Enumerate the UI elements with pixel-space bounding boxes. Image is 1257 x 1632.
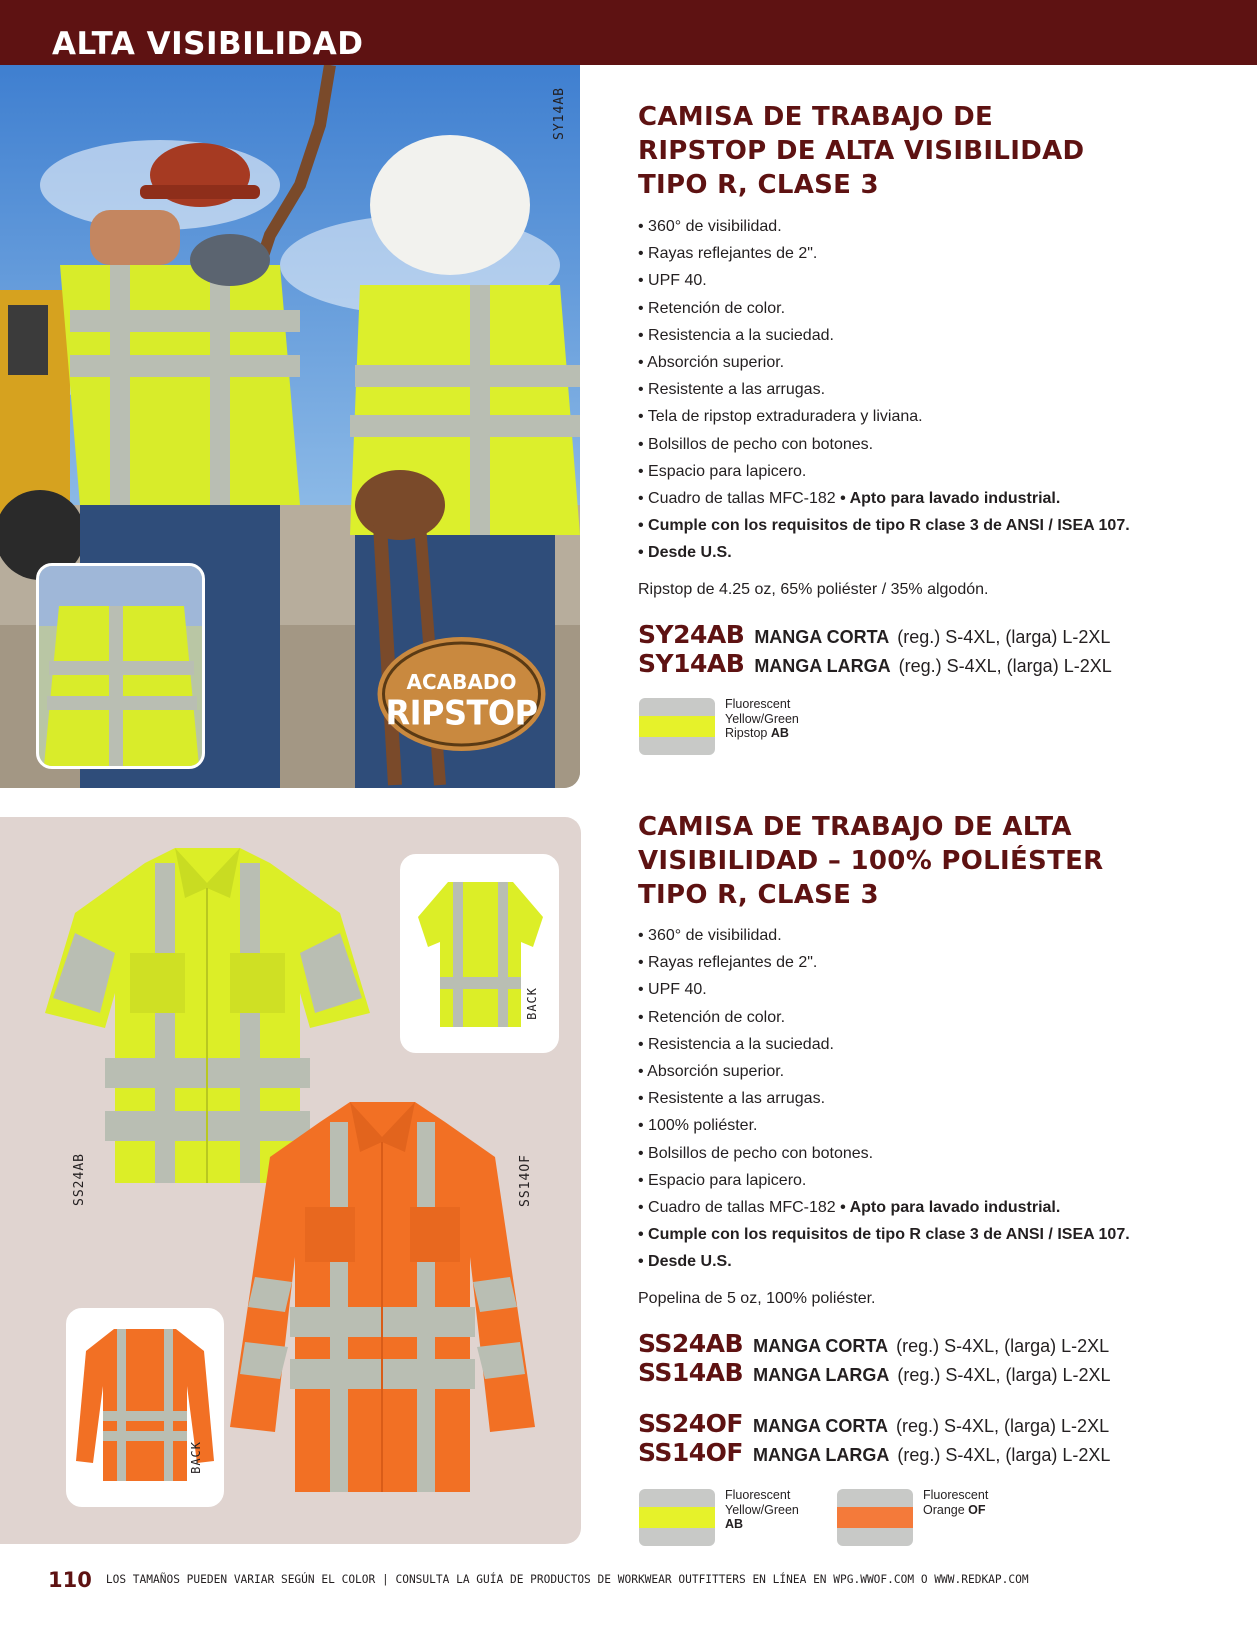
sku-row: SY14AB MANGA LARGA (reg.) S-4XL, (larga) L-2XL xyxy=(638,649,1112,678)
product-2-fabric: Popelina de 5 oz, 100% poliéster. xyxy=(638,1290,876,1307)
photo-sku-label: SY14AB xyxy=(552,87,567,140)
list-item: • Resistente a las arrugas. xyxy=(638,1090,826,1108)
swatch-label: Fluorescent Orange OF xyxy=(923,1488,989,1517)
list-item: • Cumple con los requisitos de tipo R clase 3 de ANSI / ISEA 107. xyxy=(638,1226,1130,1244)
list-item: • Resistencia a la suciedad. xyxy=(638,326,834,344)
back-view-image xyxy=(39,566,202,766)
page-number: 110 xyxy=(48,1568,92,1592)
list-item: • Rayas reflejantes de 2". xyxy=(638,954,818,972)
orange-shirt-sku-label: SS14OF xyxy=(518,1154,533,1207)
swatch-label: Fluorescent Yellow/Green AB xyxy=(725,1488,799,1531)
list-item: • Rayas reflejantes de 2". xyxy=(638,245,818,263)
list-item: • Resistencia a la suciedad. xyxy=(638,1035,834,1053)
orange-long-sleeve-shirt-image xyxy=(230,1097,535,1497)
swatch-band xyxy=(639,1507,715,1528)
product-photo xyxy=(0,65,580,788)
sku-row: SS24AB MANGA CORTA (reg.) S-4XL, (larga) L-2XL xyxy=(638,1329,1110,1358)
page-footer xyxy=(48,1568,1029,1592)
list-item: • 360° de visibilidad. xyxy=(638,927,782,944)
list-item: • Espacio para lapicero. xyxy=(638,462,807,480)
product-2-title: CAMISA DE TRABAJO DE ALTA VISIBILIDAD – 100% POLIÉSTER TIPO R, CLASE 3 xyxy=(638,812,1104,910)
yellow-back-view-image xyxy=(403,857,556,1050)
list-item: • Cumple con los requisitos de tipo R clase 3 de ANSI / ISEA 107. xyxy=(638,517,1130,535)
list-item: • UPF 40. xyxy=(638,272,707,290)
list-item: • Cuadro de tallas MFC-182 • Apto para lavado industrial. xyxy=(638,490,1061,508)
product-1-sku-list xyxy=(638,620,1218,678)
product-2-feature-list xyxy=(638,922,1218,1276)
list-item: • Absorción superior. xyxy=(638,354,785,372)
product-1-title: CAMISA DE TRABAJO DE RIPSTOP DE ALTA VISIBILIDAD TIPO R, CLASE 3 xyxy=(638,102,1085,200)
ripstop-finish-badge xyxy=(374,634,549,754)
list-item: • Resistente a las arrugas. xyxy=(638,381,826,399)
back-label: BACK xyxy=(189,1441,203,1474)
back-label: BACK xyxy=(525,987,539,1020)
product-1-feature-list xyxy=(638,213,1218,567)
product-1-details xyxy=(638,100,1218,202)
product-1-fabric: Ripstop de 4.25 oz, 65% poliéster / 35% algodón. xyxy=(638,581,989,598)
sku-row: SS14AB MANGA LARGA (reg.) S-4XL, (larga) L-2XL xyxy=(638,1358,1111,1387)
orange-back-view-image xyxy=(69,1311,221,1504)
list-item: • Retención de color. xyxy=(638,1008,786,1026)
list-item: • 100% poliéster. xyxy=(638,1117,758,1135)
product-2-sku-list-of xyxy=(638,1409,1218,1467)
color-swatch-yellow xyxy=(639,1489,715,1546)
sku-row: SY24AB MANGA CORTA (reg.) S-4XL, (larga) L-2XL xyxy=(638,620,1111,649)
swatch-band xyxy=(639,716,715,737)
footer-note: LOS TAMAÑOS PUEDEN VARIAR SEGÚN EL COLOR | CONSULTA LA GUÍA DE PRODUCTOS DE WORKWEAR OUTFITTERS EN LÍNEA EN WPG.WWOF.COM O WWW.REDKAP.COM xyxy=(105,1573,1029,1586)
product-2-details xyxy=(638,810,1218,912)
page-header-bar xyxy=(0,0,1257,65)
list-item: • Retención de color. xyxy=(638,299,786,317)
section-title: ALTA VISIBILIDAD xyxy=(52,26,364,62)
color-swatch-yellow-ripstop xyxy=(639,698,715,755)
list-item: • Absorción superior. xyxy=(638,1063,785,1081)
list-item: • Espacio para lapicero. xyxy=(638,1171,807,1189)
product-2-image-panel xyxy=(0,817,581,1544)
sku-row: SS24OF MANGA CORTA (reg.) S-4XL, (larga) L-2XL xyxy=(638,1409,1110,1438)
list-item: • UPF 40. xyxy=(638,981,707,999)
list-item: • Bolsillos de pecho con botones. xyxy=(638,435,874,453)
badge-line-1: ACABADO xyxy=(406,670,517,694)
product-2-sku-list-ab xyxy=(638,1329,1218,1387)
list-item: • Bolsillos de pecho con botones. xyxy=(638,1144,874,1162)
yellow-shirt-sku-label: SS24AB xyxy=(72,1153,87,1206)
list-item: • Cuadro de tallas MFC-182 • Apto para lavado industrial. xyxy=(638,1199,1061,1217)
sku-row: SS14OF MANGA LARGA (reg.) S-4XL, (larga) L-2XL xyxy=(638,1438,1111,1467)
yellow-back-view-thumbnail xyxy=(400,854,559,1053)
badge-line-2: RIPSTOP xyxy=(385,693,538,733)
orange-back-view-thumbnail xyxy=(66,1308,224,1507)
swatch-band xyxy=(837,1507,913,1528)
back-view-thumbnail xyxy=(36,563,205,769)
swatch-label: Fluorescent Yellow/Green Ripstop AB xyxy=(725,697,799,740)
color-swatch-orange xyxy=(837,1489,913,1546)
list-item: • Desde U.S. xyxy=(638,544,732,562)
list-item: • 360° de visibilidad. xyxy=(638,218,782,235)
list-item: • Tela de ripstop extraduradera y liviana. xyxy=(638,408,923,426)
list-item: • Desde U.S. xyxy=(638,1253,732,1271)
